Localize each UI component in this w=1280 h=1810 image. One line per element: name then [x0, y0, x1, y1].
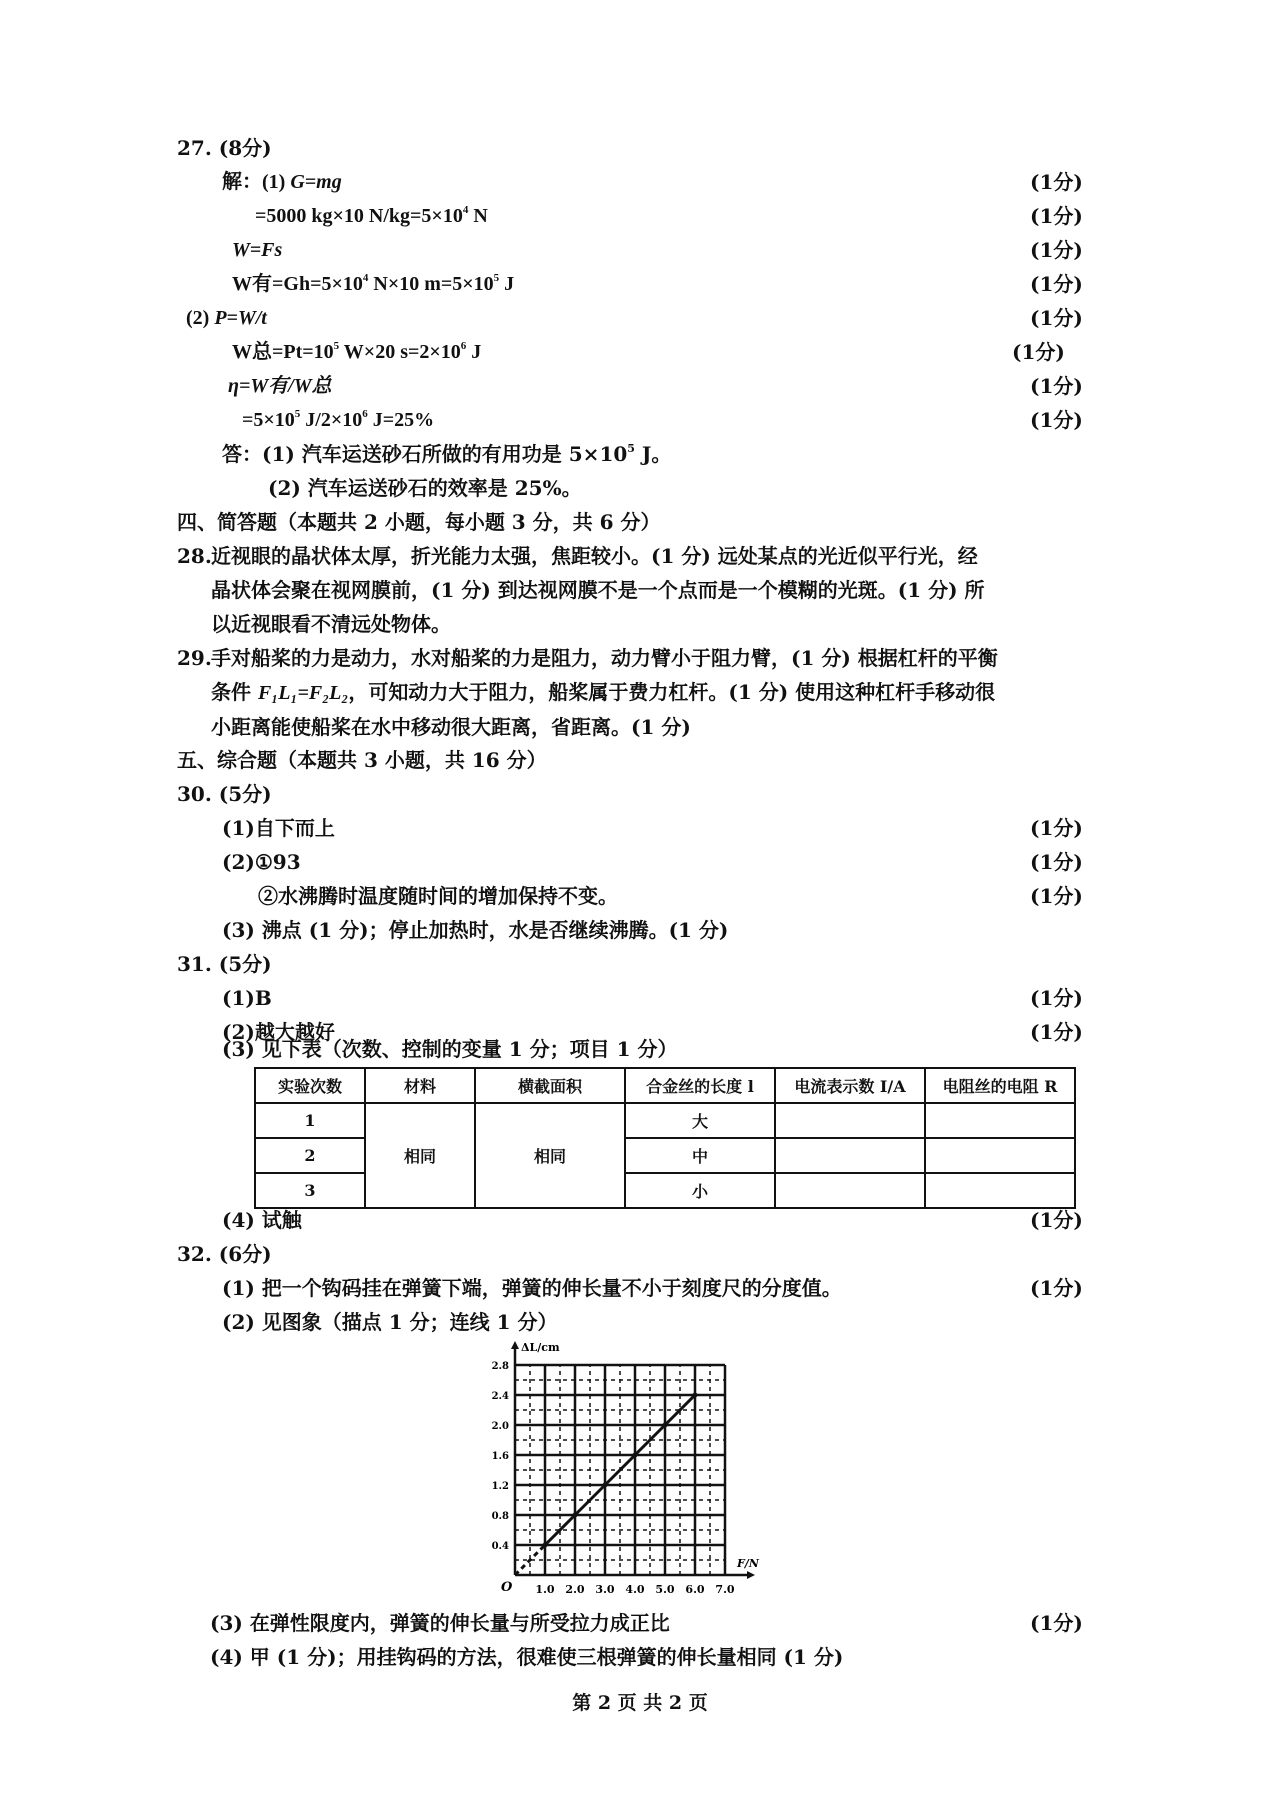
- table-header-cell: 实验次数: [255, 1068, 365, 1103]
- q27-line-7-text: η=W有/W总: [228, 375, 332, 397]
- table-row: [255, 1103, 1075, 1138]
- x-tick-label: 2.0: [565, 1583, 585, 1596]
- q30-header-text: 30. (5分): [177, 782, 272, 806]
- q27-line-4: [0, 267, 1280, 301]
- section-4-heading: [0, 505, 1280, 539]
- section-4-title: 四、简答题（本题共 2 小题，每小题 3 分，共 6 分）: [177, 510, 661, 534]
- y-tick-label: 2.4: [491, 1391, 509, 1402]
- x-tick-label: 6.0: [685, 1583, 705, 1596]
- q31-item-2-text: (2)越大越好: [222, 1020, 335, 1044]
- x-tick-label: 1.0: [535, 1583, 555, 1596]
- table-header-row: [255, 1068, 1075, 1103]
- origin-label: O: [501, 1580, 513, 1595]
- q27-line-1-text: 解：(1) G=mg: [222, 171, 342, 193]
- table-cell-material: 相同: [365, 1103, 475, 1208]
- section-5-title: 五、综合题（本题共 3 小题，共 16 分）: [177, 748, 547, 772]
- q32-item-4: [0, 1640, 1280, 1674]
- q27-line-3: [0, 233, 1280, 267]
- x-axis-label: F/N: [737, 1557, 759, 1570]
- score-label: (1分): [1030, 204, 1083, 228]
- q30-header: [0, 777, 1280, 811]
- q27-line-4-text: W有$=Gh=5\times 10^4$ N×10 $m=5\times 10^5$ J: [232, 272, 515, 295]
- q31-item-1-text: (1)B: [222, 986, 272, 1010]
- q29-text-3: 小距离能使船桨在水中移动很大距离，省距离。(1 分): [211, 715, 691, 739]
- y-tick-label: 1.2: [491, 1481, 509, 1492]
- q28-text-2: 晶状体会聚在视网膜前，(1 分) 到达视网膜不是一个点而是一个模糊的光斑。(1 分) 所: [211, 578, 985, 602]
- data-point: [573, 1513, 578, 1518]
- score-label: (1分): [1030, 850, 1083, 874]
- q31-item-4-text: (4) 试触: [222, 1208, 302, 1232]
- y-axis-label: ΔL/cm: [521, 1341, 560, 1354]
- q30-item-3-text: ②水沸腾时温度随时间的增加保持不变。: [258, 884, 618, 908]
- q31-header-text: 31. (5分): [177, 952, 272, 976]
- table-cell-resistance: [925, 1138, 1075, 1173]
- table-header-cell: 电流表示数 I/A: [775, 1068, 925, 1103]
- q31-item-3-text: (3) 见下表（次数、控制的变量 1 分；项目 1 分）: [222, 1037, 678, 1061]
- x-tick-label: 4.0: [625, 1583, 645, 1596]
- data-point: [663, 1423, 668, 1428]
- x-tick-label: 3.0: [595, 1583, 615, 1596]
- q31-item-3: [0, 1032, 1280, 1066]
- score-label: (1分): [1030, 884, 1083, 908]
- q30-item-4-text: (3) 沸点 (1 分)；停止加热时，水是否继续沸腾。(1 分): [222, 918, 729, 942]
- q30-item-2-text: (2)①93: [222, 850, 301, 874]
- q28-text-3: 以近视眼看不清远处物体。: [211, 612, 451, 636]
- q32-item-2-text: (2) 见图象（描点 1 分；连线 1 分）: [222, 1310, 558, 1334]
- q28-text-1: 近视眼的晶状体太厚，折光能力太强，焦距较小。(1 分) 远处某点的光近似平行光，经: [211, 544, 978, 568]
- q27-line-7: [0, 369, 1280, 403]
- q27-header-text: 27. (8分): [177, 136, 272, 160]
- y-tick-label: 2.0: [491, 1421, 509, 1432]
- q32-item-1-text: (1) 把一个钩码挂在弹簧下端，弹簧的伸长量不小于刻度尺的分度值。: [222, 1276, 842, 1300]
- table-header-cell: 材料: [365, 1068, 475, 1103]
- q27-answer-2-text: (2) 汽车运送砂石的效率是 25%。: [268, 476, 582, 500]
- q27-line-5-text: (2) P=W/t: [186, 307, 267, 329]
- q32-item-3-text: (3) 在弹性限度内，弹簧的伸长量与所受拉力成正比: [210, 1611, 670, 1635]
- q27-line-5: [0, 301, 1280, 335]
- score-label: (1分): [1030, 986, 1083, 1010]
- experiment-table: [254, 1067, 1076, 1209]
- data-point: [633, 1453, 638, 1458]
- spring-extension-chart: [470, 1330, 770, 1600]
- q27-answer-1-text: 答：(1) 汽车运送砂石所做的有用功是 $5\times 10^5$ J。: [222, 442, 672, 466]
- q32-item-4-text: (4) 甲 (1 分)；用挂钩码的方法，很难使三根弹簧的伸长量相同 (1 分): [210, 1645, 844, 1669]
- q27-line-2-text: =5000 kg×10 $N/kg=5\times 10^4$ N: [255, 204, 488, 227]
- q32-header-text: 32. (6分): [177, 1242, 272, 1266]
- q27-line-8-text: $=5\times 10^5$ $J/2\times 10^6$ J=25%: [242, 408, 435, 431]
- table-header-cell: 横截面积: [475, 1068, 625, 1103]
- q29-paragraph: [177, 641, 1117, 744]
- q27-header: [0, 131, 1280, 165]
- q32-header: [0, 1237, 1280, 1271]
- table-header-cell: 合金丝的长度 l: [625, 1068, 775, 1103]
- y-tick-label: 0.4: [491, 1541, 509, 1552]
- q31-item-4: [0, 1203, 1280, 1237]
- q29-number: 29.: [177, 646, 212, 670]
- table-cell-resistance: [925, 1103, 1075, 1138]
- data-point: [693, 1393, 698, 1398]
- y-axis-arrow-icon: [511, 1341, 519, 1349]
- q30-item-4: [0, 913, 1280, 947]
- q27-line-2: [0, 199, 1280, 233]
- score-label: (1分): [1030, 1020, 1083, 1044]
- q27-line-6: [0, 335, 1280, 369]
- score-label: (1分): [1030, 1208, 1083, 1232]
- page-footer: 第 2 页 共 2 页: [572, 1692, 708, 1714]
- score-label: (1分): [1030, 272, 1083, 296]
- q30-item-2: [0, 845, 1280, 879]
- q31-header: [0, 947, 1280, 981]
- table-header-cell: 电阻丝的电阻 R: [925, 1068, 1075, 1103]
- q27-line-8: [0, 403, 1280, 437]
- q28-number: 28.: [177, 544, 212, 568]
- data-point: [603, 1483, 608, 1488]
- score-label: (1分): [1030, 1276, 1083, 1300]
- table-cell-length: 大: [625, 1103, 775, 1138]
- q29-text-2: 条件 F₁L₁=F₂L₂，可知动力大于阻力，船桨属于费力杠杆。(1 分) 使用这种杠杆手移动很: [211, 680, 996, 704]
- section-5-heading: [0, 743, 1280, 777]
- q32-item-1: [0, 1271, 1280, 1305]
- score-label: (1分): [1030, 816, 1083, 840]
- score-label: (1分): [1030, 374, 1083, 398]
- table-cell-trial: 3: [255, 1173, 365, 1208]
- q27-line-3-text: W=Fs: [232, 239, 283, 261]
- q27-answer-2: [0, 471, 1280, 505]
- q27-line-6-text: W总$=Pt=10^5$ W×20 $s=2\times 10^6$ J: [232, 340, 482, 363]
- q30-item-1-text: (1)自下而上: [222, 816, 335, 840]
- table-cell-current: [775, 1103, 925, 1138]
- table-cell-length: 小: [625, 1173, 775, 1208]
- q27-answer-1: [0, 437, 1280, 471]
- score-label: (1分): [1030, 170, 1083, 194]
- score-label: (1分): [1030, 408, 1083, 432]
- q31-item-1: [0, 981, 1280, 1015]
- x-axis-arrow-icon: [747, 1571, 755, 1579]
- q30-item-3: [0, 879, 1280, 913]
- table-cell-trial: 2: [255, 1138, 365, 1173]
- q29-text-1: 手对船桨的力是动力，水对船桨的力是阻力，动力臂小于阻力臂，(1 分) 根据杠杆的平衡: [211, 646, 998, 670]
- score-label: (1分): [1030, 1611, 1083, 1635]
- table-cell-area: 相同: [475, 1103, 625, 1208]
- q32-item-3: [0, 1606, 1280, 1640]
- y-tick-label: 0.8: [491, 1511, 509, 1522]
- q28-paragraph: [177, 539, 1117, 641]
- q27-line-1: [0, 165, 1280, 199]
- score-label: (1分): [1030, 306, 1083, 330]
- x-tick-label: 7.0: [715, 1583, 735, 1596]
- q30-item-1: [0, 811, 1280, 845]
- x-tick-label: 5.0: [655, 1583, 675, 1596]
- table-cell-trial: 1: [255, 1103, 365, 1138]
- score-label: (1分): [1012, 340, 1065, 364]
- table-cell-current: [775, 1138, 925, 1173]
- y-tick-label: 1.6: [491, 1451, 509, 1462]
- score-label: (1分): [1030, 238, 1083, 262]
- series-line-measured: [545, 1395, 695, 1545]
- y-tick-label: 2.8: [491, 1361, 509, 1372]
- table-cell-length: 中: [625, 1138, 775, 1173]
